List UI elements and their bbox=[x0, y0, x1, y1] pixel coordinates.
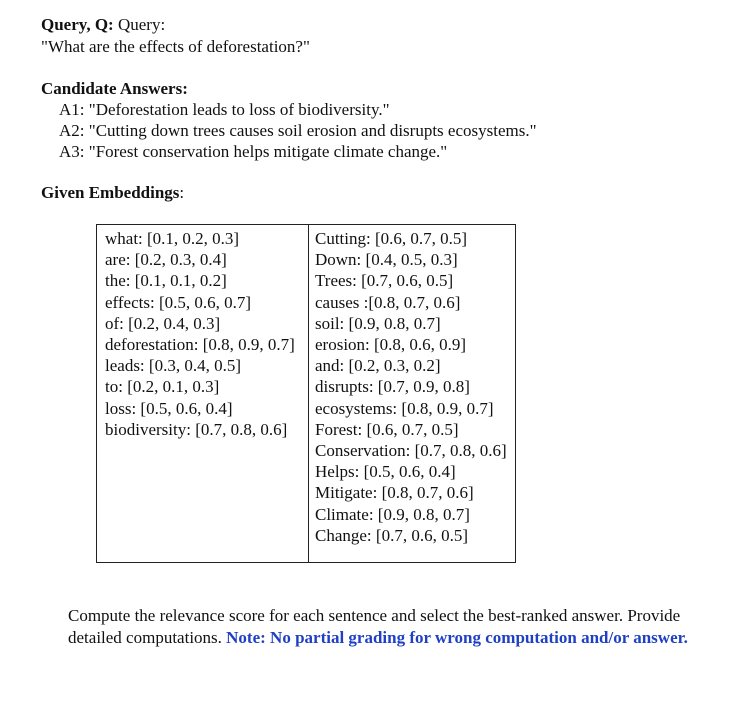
embedding-entry: Forest: [0.6, 0.7, 0.5] bbox=[315, 419, 459, 439]
query-label: Query, Q: bbox=[41, 15, 114, 34]
candidate-answer-a1: A1: "Deforestation leads to loss of biodiversity." bbox=[59, 100, 390, 119]
embedding-entry: Helps: [0.5, 0.6, 0.4] bbox=[315, 462, 456, 482]
embedding-entry: Trees: [0.7, 0.6, 0.5] bbox=[315, 271, 454, 291]
embedding-entry: erosion: [0.8, 0.6, 0.9] bbox=[315, 335, 467, 355]
embedding-entry: the: [0.1, 0.1, 0.2] bbox=[105, 271, 227, 291]
embeddings-label-suffix: : bbox=[179, 183, 185, 202]
embedding-entry: to: [0.2, 0.1, 0.3] bbox=[105, 377, 220, 397]
embeddings-right-column bbox=[315, 228, 513, 546]
query-label-suffix: Query: bbox=[113, 15, 166, 34]
instructions-paragraph bbox=[68, 605, 698, 649]
query-heading bbox=[41, 14, 165, 35]
grading-note: Note: No partial grading for wrong computation and/or answer. bbox=[226, 628, 688, 647]
embedding-entry: are: [0.2, 0.3, 0.4] bbox=[105, 250, 227, 270]
embedding-entry: Change: [0.7, 0.6, 0.5] bbox=[315, 525, 468, 545]
embedding-entry: and: [0.2, 0.3, 0.2] bbox=[315, 356, 441, 376]
embedding-entry: Mitigate: [0.8, 0.7, 0.6] bbox=[315, 483, 474, 503]
embedding-entry: ecosystems: [0.8, 0.9, 0.7] bbox=[315, 398, 494, 418]
embedding-entry: disrupts: [0.7, 0.9, 0.8] bbox=[315, 377, 470, 397]
embedding-entry: Climate: [0.9, 0.8, 0.7] bbox=[315, 504, 470, 524]
embedding-entry: effects: [0.5, 0.6, 0.7] bbox=[105, 292, 252, 312]
embedding-entry: Down: [0.4, 0.5, 0.3] bbox=[315, 250, 458, 270]
embedding-entry: causes :[0.8, 0.7, 0.6] bbox=[315, 292, 461, 312]
embedding-entry: what: [0.1, 0.2, 0.3] bbox=[105, 229, 240, 248]
embeddings-heading bbox=[41, 182, 184, 203]
query-text: "What are the effects of deforestation?" bbox=[41, 37, 310, 56]
candidate-answer-a3: A3: "Forest conservation helps mitigate climate change." bbox=[59, 142, 448, 161]
candidate-answer-a2: A2: "Cutting down trees causes soil erosion and disrupts ecosystems." bbox=[59, 121, 537, 140]
embedding-entry: deforestation: [0.8, 0.9, 0.7] bbox=[105, 335, 295, 355]
embedding-entry: biodiversity: [0.7, 0.8, 0.6] bbox=[105, 419, 288, 439]
embedding-entry: of: [0.2, 0.4, 0.3] bbox=[105, 313, 221, 333]
table-column-divider bbox=[308, 225, 309, 562]
embedding-entry: soil: [0.9, 0.8, 0.7] bbox=[315, 313, 441, 333]
embedding-entry: leads: [0.3, 0.4, 0.5] bbox=[105, 356, 241, 376]
embeddings-table bbox=[96, 224, 516, 563]
embeddings-label: Given Embeddings bbox=[41, 183, 180, 202]
embeddings-left-column bbox=[105, 228, 303, 440]
instructions-text: Compute the relevance score for each sentence and select the best-ranked answer. Provide detailed computations. bbox=[68, 606, 681, 647]
embedding-entry: Conservation: [0.7, 0.8, 0.6] bbox=[315, 441, 507, 461]
candidate-answers-heading: Candidate Answers: bbox=[41, 79, 188, 98]
embedding-entry: Cutting: [0.6, 0.7, 0.5] bbox=[315, 229, 468, 248]
embedding-entry: loss: [0.5, 0.6, 0.4] bbox=[105, 398, 233, 418]
